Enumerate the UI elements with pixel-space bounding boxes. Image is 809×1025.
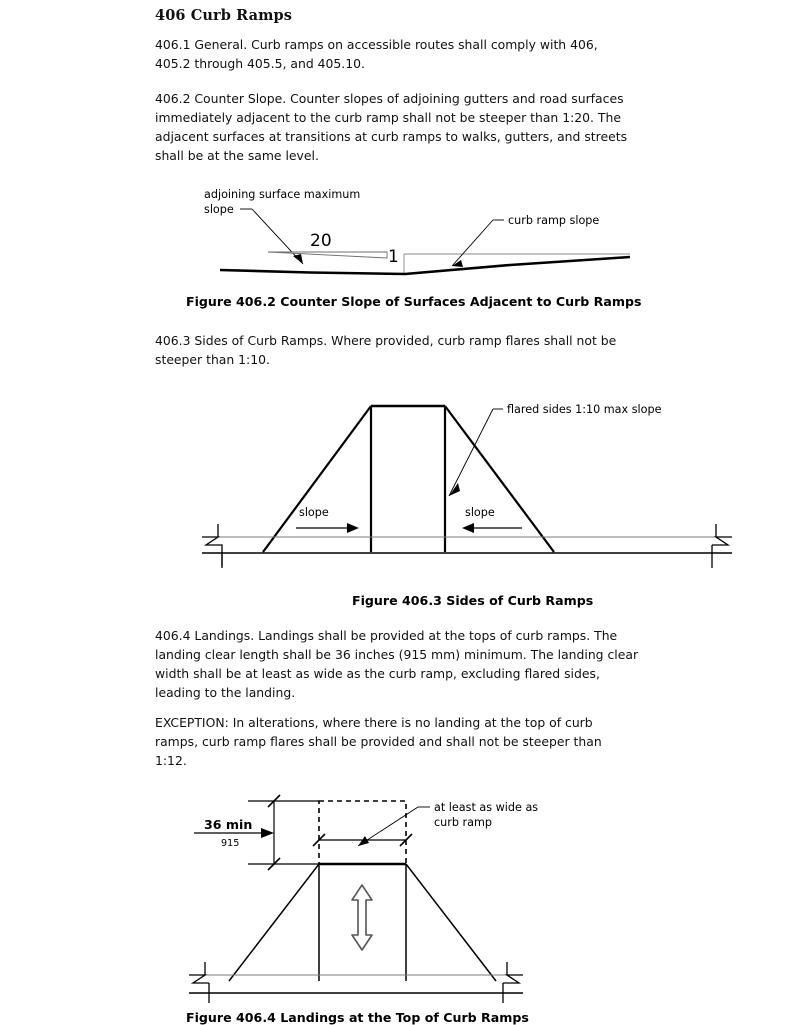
figure-406-4-label-width-line2: curb ramp [434,816,492,829]
figure-406-2-label-adjoining-line1: adjoining surface maximum [204,188,361,201]
figure-406-3-flare-right [445,406,554,552]
figure-406-4-flare-left [229,864,319,981]
figure-406-4-label-36-min: 36 min [204,817,253,832]
figure-406-4-width-leader-arrowhead [358,836,369,846]
figure-406-3-flare-left [263,406,371,552]
figure-406-2-slope-wedge [268,252,387,258]
paragraph-406-3: 406.3 Sides of Curb Ramps. Where provided, curb ramp flares shall not be steeper than 1:10. [155,333,617,367]
page-heading: 406 Curb Ramps [155,7,293,24]
figure-406-2-ground-profile [220,257,630,274]
figure-406-4-landing-outline [319,801,406,864]
figure-406-4-break-symbol-left [189,962,209,1003]
figure-406-2 [190,186,640,281]
figure-406-4-slope-direction-arrow [352,885,372,950]
figure-406-4-label-915: 915 [221,838,240,849]
paragraph-406-4: 406.4 Landings. Landings shall be provided at the tops of curb ramps. The landing clear length shall be 36 inches (915 mm) minimum. The landing clear width shall be at least as wide as the curb ramp, excluding flared sides, leading to the landing. [155,628,639,700]
figure-406-4-caption: Figure 406.4 Landings at the Top of Curb Ramps [186,1010,529,1025]
figure-406-3-label-slope-left: slope [299,506,329,519]
figure-406-4-break-symbol-right [503,962,523,1003]
figure-406-3-flare-leader-line [449,409,493,496]
figure-406-2-label-rise: 1 [388,247,399,267]
figure-406-4-flare-right [406,864,496,981]
figure-406-3-break-symbol-right [712,524,732,568]
figure-406-3-break-symbol-left [202,524,222,568]
figure-406-2-label-adjoining-line2: slope [204,203,234,216]
figure-406-3-slope-arrow-right [462,523,522,533]
figure-406-2-caption: Figure 406.2 Counter Slope of Surfaces Adjacent to Curb Ramps [186,294,642,309]
figure-406-2-leader-arrowhead [293,254,303,264]
figure-406-3-caption: Figure 406.3 Sides of Curb Ramps [352,593,594,608]
figure-406-4-label-width-line1: at least as wide as [434,801,539,814]
figure-406-3-label-flared-sides: flared sides 1:10 max slope [507,403,662,416]
figure-406-2-label-curb-ramp-slope: curb ramp slope [508,214,600,227]
figure-406-3-slope-arrow-left [296,523,359,533]
paragraph-406-4-exception: EXCEPTION: In alterations, where there is no landing at the top of curb ramps, curb ramp flares shall be provided and shall not be steeper than 1:12. [155,715,602,768]
paragraph-406-2: 406.2 Counter Slope. Counter slopes of adjoining gutters and road surfaces immediately adjacent to the curb ramp shall not be steeper than 1:20. The adjacent surfaces at transitions at curb ramps to walks, gutters, and streets shall be at the same level. [155,91,628,163]
figure-406-2-curb-leader-line [452,220,493,266]
figure-406-4-dimension-label [194,817,274,849]
paragraph-406-1: 406.1 General. Curb ramps on accessible routes shall comply with 406, 405.2 through 405.5, and 405.10. [155,37,598,71]
figure-406-4 [186,788,586,1003]
figure-406-3 [186,396,756,566]
figure-406-3-label-slope-right: slope [465,506,495,519]
figure-406-2-label-run: 20 [310,231,332,251]
